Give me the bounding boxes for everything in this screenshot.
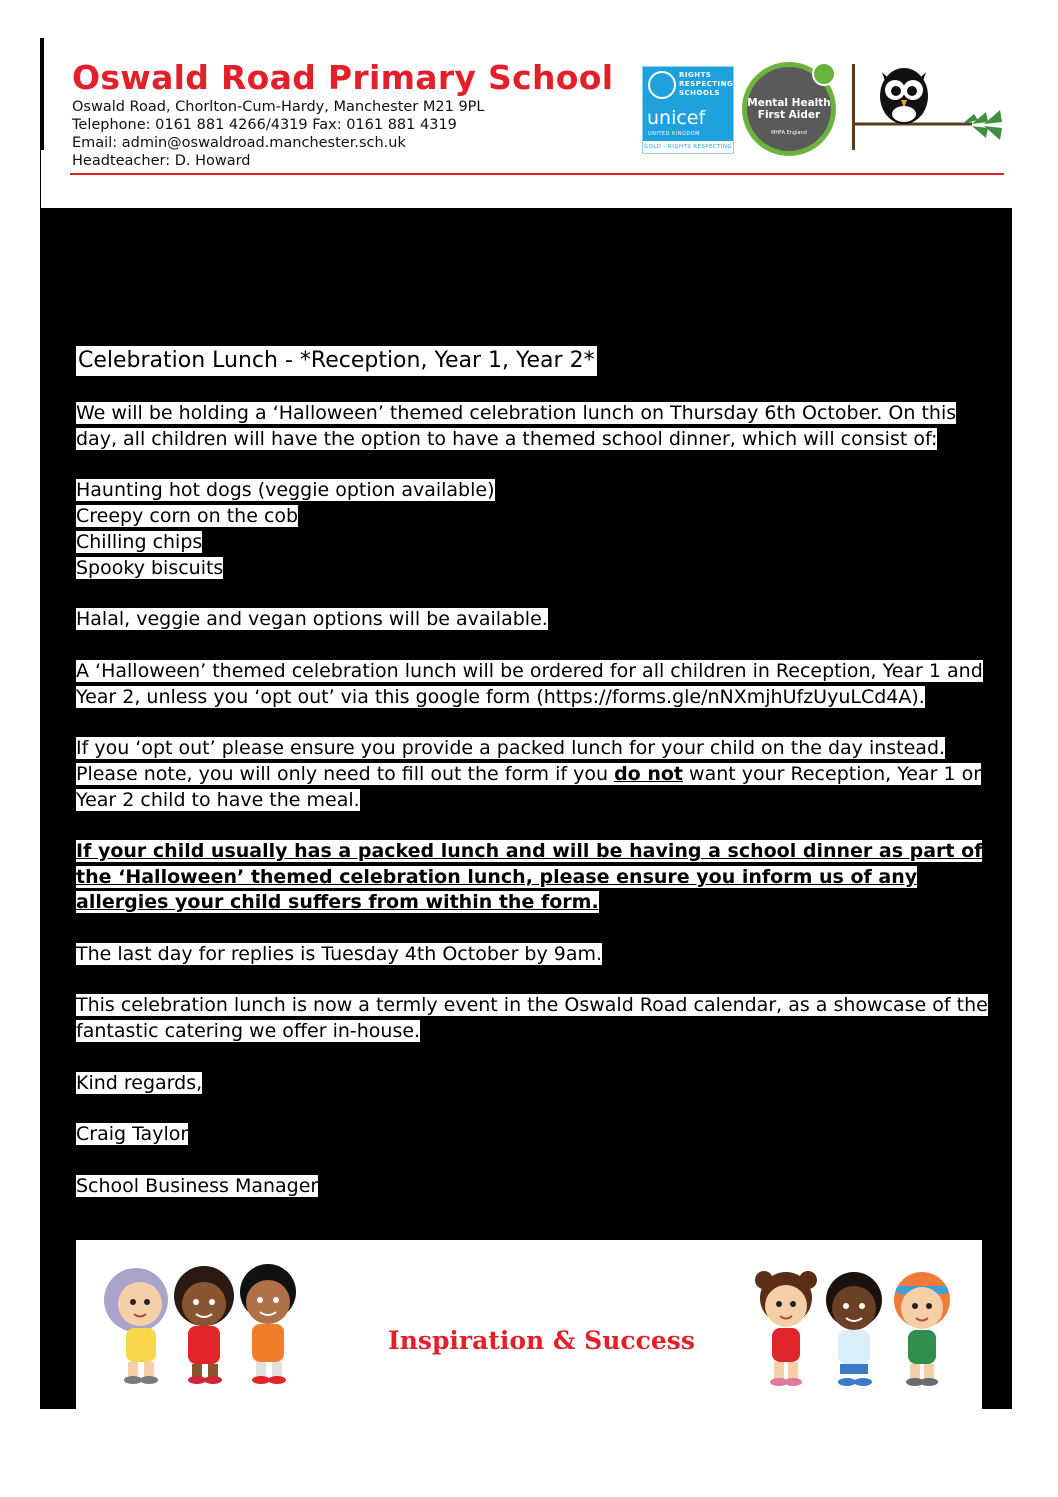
allergy-notice-line-3: allergies your child suffers from within the form.	[76, 891, 599, 913]
school-motto: Inspiration & Success	[388, 1326, 695, 1355]
headteacher: Headteacher: D. Howard	[72, 153, 251, 169]
termly-event-line-2: fantastic catering we offer in-house.	[76, 1020, 421, 1042]
allergy-notice-line-1: If your child usually has a packed lunch and will be having a school dinner as part of	[76, 840, 983, 862]
allergy-notice-line-2: the ‘Halloween’ themed celebration lunch, please ensure you inform us of any	[76, 866, 918, 888]
reply-deadline: The last day for replies is Tuesday 4th October by 9am.	[76, 943, 603, 965]
mental-health-first-aider-badge: Mental Health First Aider MHFA England	[742, 62, 836, 156]
cartoon-children-left-image	[96, 1262, 312, 1386]
signatory-role: School Business Manager	[76, 1175, 319, 1197]
opt-out-paragraph-line-1: A ‘Halloween’ themed celebration lunch will be ordered for all children in Reception, Year 1 and	[76, 660, 983, 682]
do-not-emphasis: do not	[614, 763, 683, 785]
menu-item: Chilling chips	[76, 531, 203, 553]
leaf-icon	[812, 62, 836, 86]
school-email: Email: admin@oswaldroad.manchester.sch.uk	[72, 135, 406, 151]
sign-off: Kind regards,	[76, 1072, 203, 1094]
termly-event-line-1: This celebration lunch is now a termly event in the Oswald Road calendar, as a showcase of the	[76, 994, 988, 1016]
school-telephone: Telephone: 0161 881 4266/4319 Fax: 0161 881 4319	[72, 117, 457, 133]
signatory-name: Craig Taylor	[76, 1123, 189, 1145]
letter-heading: Celebration Lunch - *Reception, Year 1, Year 2*	[76, 346, 597, 376]
dietary-options: Halal, veggie and vegan options will be available.	[76, 608, 548, 630]
opt-out-paragraph-line-2: Year 2, unless you ‘opt out’ via this google form (https://forms.gle/nNXmjhUfzUyuLCd4A).	[76, 686, 925, 708]
gold-level-label: GOLD - RIGHTS RESPECTING	[643, 141, 733, 153]
packed-lunch-paragraph-line-1: If you ‘opt out’ please ensure you provide a packed lunch for your child on the day instead.	[76, 737, 946, 759]
left-margin-rule	[40, 38, 44, 150]
cartoon-children-right-image	[746, 1266, 966, 1388]
menu-item: Haunting hot dogs (veggie option available)	[76, 479, 495, 501]
packed-lunch-paragraph-line-2: Please note, you will only need to fill out the form if you do not want your Reception, Year 1 or	[76, 763, 982, 785]
menu-item: Spooky biscuits	[76, 557, 224, 579]
unicef-wordmark: unicef	[647, 107, 706, 129]
owl-logo	[852, 62, 1008, 154]
menu-item: Creepy corn on the cob	[76, 505, 299, 527]
intro-paragraph-line-1: We will be holding a ‘Halloween’ themed celebration lunch on Thursday 6th October. On this	[76, 402, 957, 424]
header-divider	[70, 173, 1004, 175]
left-margin-rule-thin	[40, 150, 41, 208]
packed-lunch-paragraph-line-3: Year 2 child to have the meal.	[76, 789, 360, 811]
intro-paragraph-line-2: day, all children will have the option to have a themed school dinner, which will consist of:	[76, 428, 938, 450]
globe-icon	[648, 71, 676, 99]
school-address: Oswald Road, Chorlton-Cum-Hardy, Manchester M21 9PL	[72, 99, 485, 115]
unicef-rights-respecting-badge: RIGHTS RESPECTING SCHOOLS unicef UNITED KINGDOM GOLD - RIGHTS RESPECTING	[642, 66, 734, 154]
school-name: Oswald Road Primary School	[72, 58, 614, 97]
